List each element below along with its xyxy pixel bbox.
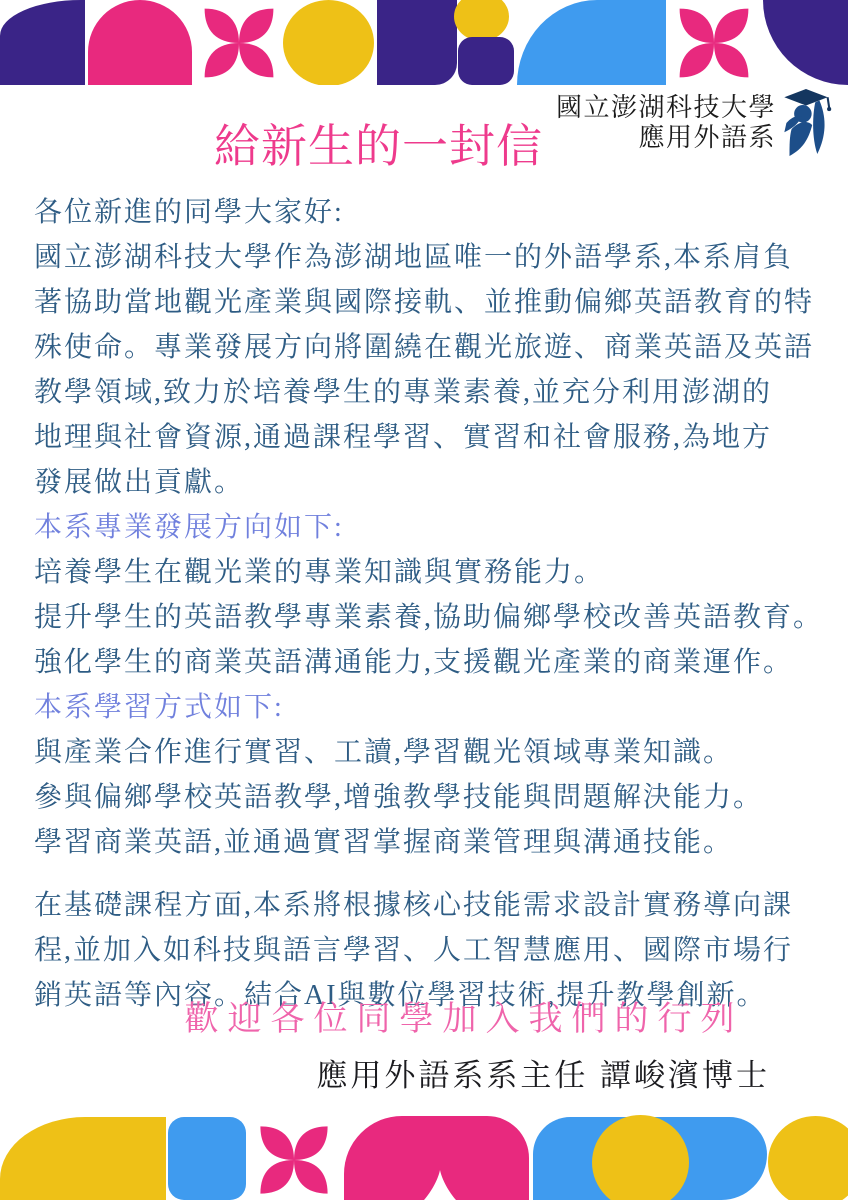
page-title: 給新生的一封信 bbox=[214, 120, 543, 172]
paragraph-line: 發展做出貢獻。 bbox=[34, 467, 245, 498]
intro-paragraph bbox=[34, 235, 840, 505]
quarter-circle-shape bbox=[0, 0, 85, 85]
petal-flower-icon bbox=[666, 0, 762, 85]
small-circle-shape bbox=[454, 0, 509, 41]
paragraph-line: 銷英語等內容。結合AI與數位學習技術,提升教學創新。 bbox=[34, 980, 767, 1011]
letter-body bbox=[34, 190, 840, 1018]
paragraph-line: 教學領域,致力於培養學生的專業素養,並充分利用澎湖的 bbox=[34, 377, 773, 408]
list-item: 學習商業英語,並通過實習掌握商業管理與溝通技能。 bbox=[34, 827, 734, 858]
quarter-disc-shape bbox=[763, 0, 848, 85]
edge-circle-shape bbox=[768, 1116, 848, 1200]
curriculum-paragraph bbox=[34, 883, 840, 1018]
department-name: 應用外語系 bbox=[638, 122, 776, 152]
petal-flower-icon bbox=[191, 0, 287, 85]
development-items bbox=[34, 550, 840, 685]
circle-shape bbox=[283, 0, 374, 85]
paragraph-line: 在基礎課程方面,本系將根據核心技能需求設計實務導向課 bbox=[34, 890, 794, 921]
rounded-corner-shape bbox=[0, 1117, 166, 1200]
paragraph-line: 地理與社會資源,通過課程學習、實習和社會服務,為地方 bbox=[34, 422, 773, 453]
rounded-square-shape bbox=[458, 37, 514, 85]
university-name: 國立澎湖科技大學 bbox=[555, 92, 776, 122]
closing-line: 歡迎各位同學加入我們的行列 bbox=[184, 1001, 744, 1038]
paragraph-line: 殊使命。專業發展方向將圍繞在觀光旅遊、商業英語及英語 bbox=[34, 332, 815, 363]
learning-items bbox=[34, 730, 840, 865]
decorative-band-bottom bbox=[0, 1115, 848, 1200]
list-item: 與產業合作進行實習、工讀,學習觀光領域專業知識。 bbox=[34, 737, 734, 768]
greeting: 各位新進的同學大家好: bbox=[34, 197, 344, 228]
list-item: 提升學生的英語教學專業素養,協助偏鄉學校改善英語教育。 bbox=[34, 602, 824, 633]
signature: 應用外語系系主任 譚峻濱博士 bbox=[316, 1058, 770, 1093]
petal-flower-icon bbox=[246, 1118, 342, 1200]
list-item: 培養學生在觀光業的專業知識與實務能力。 bbox=[34, 557, 605, 588]
dome-shape bbox=[88, 0, 192, 85]
decorative-band-top bbox=[0, 0, 848, 85]
university-name-block bbox=[556, 92, 776, 152]
section-heading-development: 本系專業發展方向如下: bbox=[34, 512, 344, 543]
list-item: 強化學生的商業英語溝通能力,支援觀光產業的商業運作。 bbox=[34, 647, 794, 678]
quarter-corner-shape bbox=[517, 0, 666, 85]
section-heading-learning: 本系學習方式如下: bbox=[34, 692, 284, 723]
petal-notch-icon bbox=[424, 1170, 456, 1200]
bar-shape bbox=[377, 0, 457, 85]
rounded-square-shape bbox=[168, 1117, 246, 1200]
paragraph-line: 程,並加入如科技與語言學習、人工智慧應用、國際市場行 bbox=[34, 935, 794, 966]
paragraph-line: 著協助當地觀光產業與國際接軌、並推動偏鄉英語教育的特 bbox=[34, 287, 815, 318]
paragraph-line: 國立澎湖科技大學作為澎湖地區唯一的外語學系,本系肩負 bbox=[34, 242, 794, 273]
department-logo-icon bbox=[781, 88, 833, 156]
circle-shape bbox=[592, 1115, 689, 1200]
list-item: 參與偏鄉學校英語教學,增強教學技能與問題解決能力。 bbox=[34, 782, 764, 813]
